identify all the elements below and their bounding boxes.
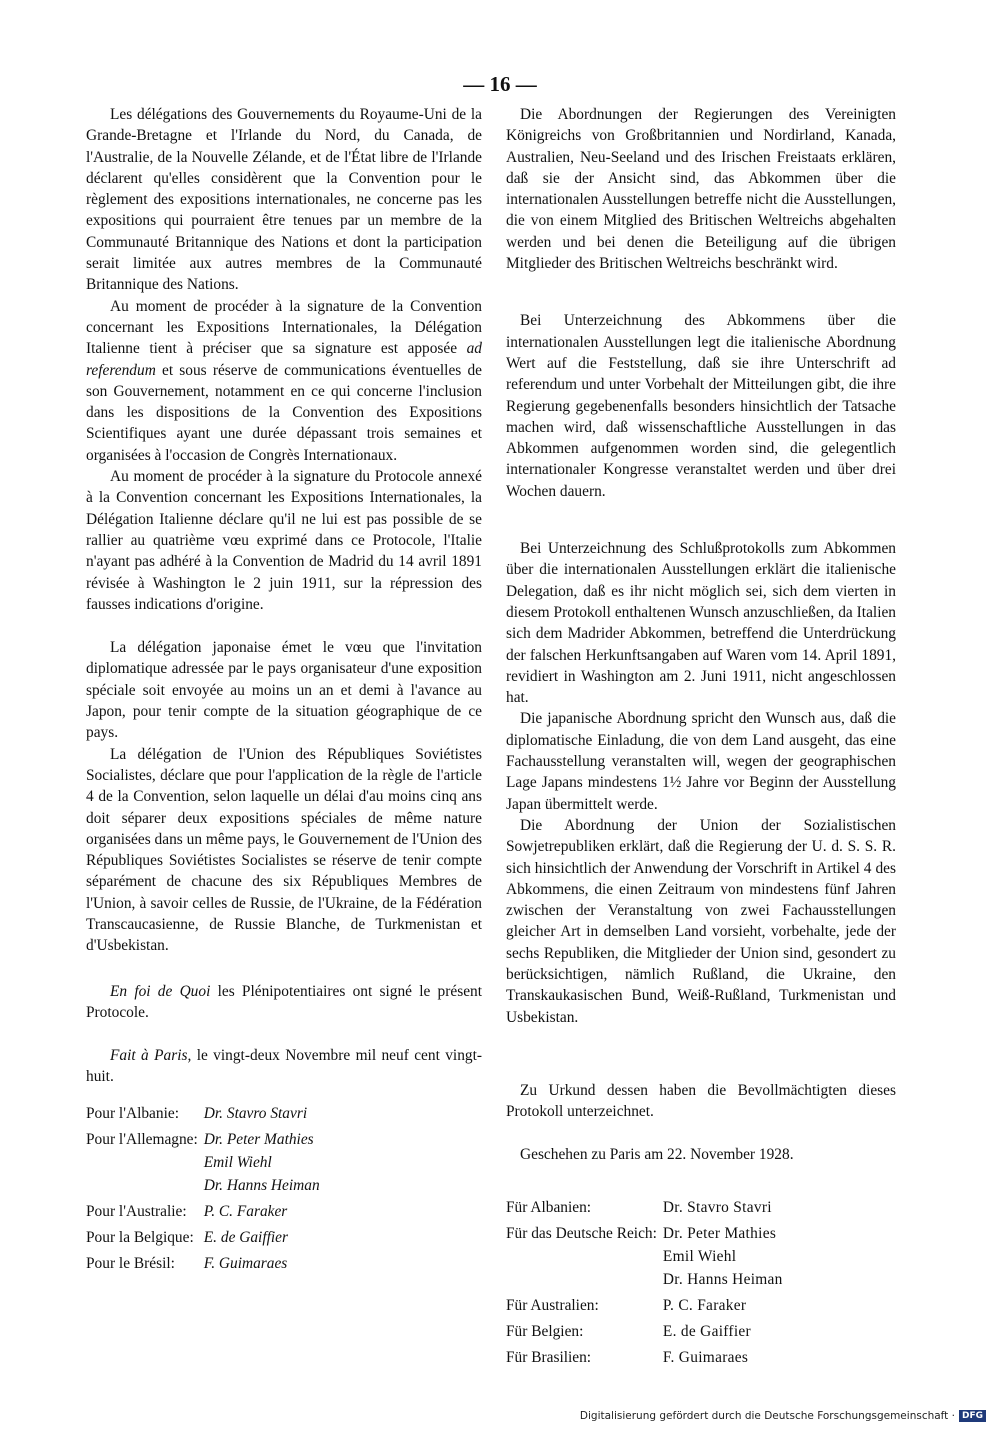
- signature-label: Für das Deutsche Reich:: [506, 1224, 657, 1242]
- signature-label: Pour le Brésil:: [86, 1254, 175, 1272]
- signature-names: [204, 1102, 320, 1128]
- dfg-logo-icon: DFG: [959, 1410, 986, 1422]
- signature-names: [663, 1320, 783, 1346]
- signatory-name: Dr. Hanns Heiman: [662, 1270, 783, 1288]
- signature-row: [506, 1222, 783, 1294]
- footer-text: Digitalisierung gefördert durch die Deutsche Forschungsgemeinschaft ·: [579, 1410, 955, 1422]
- signature-label: Pour l'Albanie:: [86, 1104, 179, 1122]
- page-number: — 16 —: [463, 72, 537, 96]
- paragraph-fr-ussr: La délégation de l'Union des Républiques Soviétistes Socialistes, déclare que pour l'application de la règle de l'article 4 de la Convention, selon laquelle un délai d'au moins cinq ans doit séparer deux expositions spéciales de même nature organisées dans un même pays, le Gouvernement de l'Union des Républiques Soviétistes Socialistes se réserve de tenir compte séparément de chacune des six Républiques Membres de l'Union, à savoir celles de Russie, de l'Ukraine, de la Fédération Transcaucasienne, de Russie Blanche, de Turkmenistan et d'Usbekistan.: [86, 745, 482, 955]
- signature-names: [663, 1346, 783, 1372]
- signature-row: [506, 1320, 783, 1346]
- signature-label: Pour l'Allemagne:: [86, 1130, 198, 1148]
- signature-names: [204, 1200, 320, 1226]
- signature-label: Für Australien:: [506, 1296, 599, 1314]
- signature-row: [86, 1226, 320, 1252]
- signature-names: [204, 1252, 320, 1278]
- signature-label: Für Albanien:: [506, 1198, 592, 1216]
- signature-row: [506, 1196, 783, 1222]
- signatory-name: E. de Gaiffier: [203, 1228, 288, 1246]
- signatory-name: Emil Wiehl: [203, 1153, 272, 1171]
- signature-label: Pour la Belgique:: [86, 1228, 194, 1246]
- paragraph-de-italy-referendum: Bei Unterzeichnung des Abkommens über die internationalen Ausstellungen legt die italienische Abordnung Wert auf die Feststellung, daß sie ihre Unterschrift ad referendum und unter Vorbehalt der Mitteilungen gibt, die ihre Regierung gegebenenfalls besonders hinsichtlich der Tatsache machen wird, daß wissenschaftliche Ausstellungen in das Abkommen aufgenommen worden sind, die gelegentlich internationaler Kongresse veranstaltet werden und über drei Wochen dauern.: [506, 312, 896, 500]
- signature-row: [86, 1252, 320, 1278]
- ad-referendum-italic: ad referendum: [86, 340, 482, 379]
- french-column: [86, 104, 482, 1278]
- en-foi-italic: En foi de Quoi: [110, 982, 211, 1000]
- signature-names: [204, 1226, 320, 1252]
- signature-names: [204, 1128, 320, 1200]
- signature-row: [506, 1294, 783, 1320]
- signatory-name: Dr. Peter Mathies: [662, 1224, 777, 1242]
- paragraph-de-commonwealth: Die Abordnungen der Regierungen des Vereinigten Königreichs von Großbritannien und Nordirland, Kanada, Australien, Neu-Seeland und des Irischen Freistaats erklären, daß sie der Ansicht sind, das Abkommen über die internationalen Ausstellungen betreffe nicht die Ausstellungen, die von einem Mitglied des Britischen Weltreichs abgehalten werden und bei denen die Beteiligung auf die übrigen Mitglieder des Britischen Weltreichs beschränkt wird.: [506, 106, 896, 273]
- signature-label: Pour l'Australie:: [86, 1202, 187, 1220]
- paragraph-fr-fait: [86, 1045, 482, 1088]
- signature-row: [86, 1128, 320, 1200]
- signature-names: [663, 1294, 783, 1320]
- paragraph-fr-commonwealth: Les délégations des Gouvernements du Royaume-Uni de la Grande-Bretagne et l'Irlande du Nord, du Canada, de l'Australie, de la Nouvelle Zélande, et de l'État libre de l'Irlande déclarent qu'elles considèrent que la Convention pour le règlement des expositions internationales, ne concerne pas les expositions qui pourraient être tenues par un membre de la Communauté Britannique des Nations et dont la participation serait limitée aux autres membres de la Communauté Britannique des Nations.: [86, 106, 482, 294]
- signature-table-fr: [86, 1102, 320, 1278]
- signatory-name: Dr. Stavro Stavri: [662, 1198, 772, 1216]
- digitization-footer: [580, 1410, 986, 1422]
- paragraph-fr-italy-referendum: Au moment de procéder à la signature de la Convention concernant les Expositions Internationales, la Délégation Italienne tient à préciser que sa signature est apposée ad referendum et sous réserve de communications éventuelles de son Gouvernement, notamment en ce qui concerne l'inclusion dans les dispositions de la Convention des Expositions Scientifiques ayant une durée dépassant trois semaines et organisées à l'occasion de Congrès Internationaux.: [86, 297, 482, 464]
- paragraph-de-geschehen: Geschehen zu Paris am 22. November 1928.: [520, 1146, 794, 1164]
- german-column: [506, 104, 896, 1372]
- fait-rest: le vingt-deux Novembre mil neuf cent vingt-huit.: [86, 1047, 482, 1086]
- signatory-name: E. de Gaiffier: [662, 1322, 751, 1340]
- paragraph-fr-japan: La délégation japonaise émet le vœu que l'invitation diplomatique adressée par le pays organisateur d'une exposition spéciale soit envoyée au moins un an et demi à l'avance au Japon, pour tenir compte de la situation géographique de ce pays.: [86, 639, 482, 742]
- signature-label: Für Belgien:: [506, 1322, 584, 1340]
- signature-row: [506, 1346, 783, 1372]
- paragraph-de-italy-protocol: Bei Unterzeichnung des Schlußprotokolls zum Abkommen über die internationalen Ausstellungen erklärt die italienische Delegation, daß es ihr nicht möglich sei, sich dem vierten in diesem Protokoll enthaltenen Wunsch anzuschließen, da Italien sich dem Madrider Abkommen, betreffend die Unterdrückung der falschen Herkunftsangaben auf Waren vom 14. April 1891, revidiert in Washington am 2. Juni 1911, nicht angeschlossen hat.: [506, 540, 896, 707]
- signatory-name: P. C. Faraker: [662, 1296, 747, 1314]
- signature-names: [663, 1196, 783, 1222]
- paragraph-de-ussr: Die Abordnung der Union der Sozialistischen Sowjetrepubliken erklärt, daß die Regierung der U. d. S. S. R. sich hinsichtlich der Anwendung der Vorschrift in Artikel 4 des Abkommens, die einen Zeitraum von mindestens fünf Jahren zwischen der Veranstaltung von zwei Fachausstellungen gleicher Art in demselben Land vorsieht, vorbehalte, jede der sechs Republiken, die Mitglieder der Union sind, gesondert zu berücksichtigen, nämlich Rußland, die Ukraine, den Transkaukasischen Bund, Weiß-Rußland, Turkmenistan und Usbekistan.: [506, 816, 896, 1026]
- paragraph-fr-italy-protocol: Au moment de procéder à la signature du Protocole annexé à la Convention concernant les Expositions Internationales, la Délégation Italienne déclare qu'il ne lui est pas possible de se rallier au quatrième vœu exprimé dans ce Protocole, l'Italie n'ayant pas adhéré à la Convention de Madrid du 14 avril 1891 révisée à Washington le 2 juin 1911, sur la répression des fausses indications d'origine.: [86, 468, 482, 613]
- paragraph-de-urkund: Zu Urkund dessen haben die Bevollmächtigten dieses Protokoll unterzeichnet.: [506, 1081, 896, 1121]
- signatory-name: Emil Wiehl: [662, 1247, 737, 1265]
- signatory-name: Dr. Peter Mathies: [203, 1130, 314, 1148]
- signatory-name: F. Guimaraes: [662, 1348, 749, 1366]
- fait-italic: Fait à Paris,: [110, 1047, 192, 1065]
- signatory-name: Dr. Stavro Stavri: [203, 1104, 308, 1122]
- paragraph-de-japan: Die japanische Abordnung spricht den Wunsch aus, daß die diplomatische Einladung, die von dem Land ausgeht, das eine Fachausstellung veranstalten will, wegen der geographischen Lage Japans mindestens 1½ Jahre vor Beginn der Ausstellung Japan übermittelt werde.: [506, 710, 896, 813]
- signature-row: [86, 1102, 320, 1128]
- signatory-name: P. C. Faraker: [203, 1202, 288, 1220]
- signature-names: [663, 1222, 783, 1294]
- signature-table-de: [506, 1196, 783, 1372]
- en-foi-rest: les Plénipotentiaires ont signé le présent Protocole.: [86, 982, 482, 1021]
- signatory-name: Dr. Hanns Heiman: [203, 1176, 320, 1194]
- signatory-name: F. Guimaraes: [203, 1254, 288, 1272]
- signature-label: Für Brasilien:: [506, 1348, 592, 1366]
- paragraph-fr-en-foi: [86, 981, 482, 1024]
- signature-row: [86, 1200, 320, 1226]
